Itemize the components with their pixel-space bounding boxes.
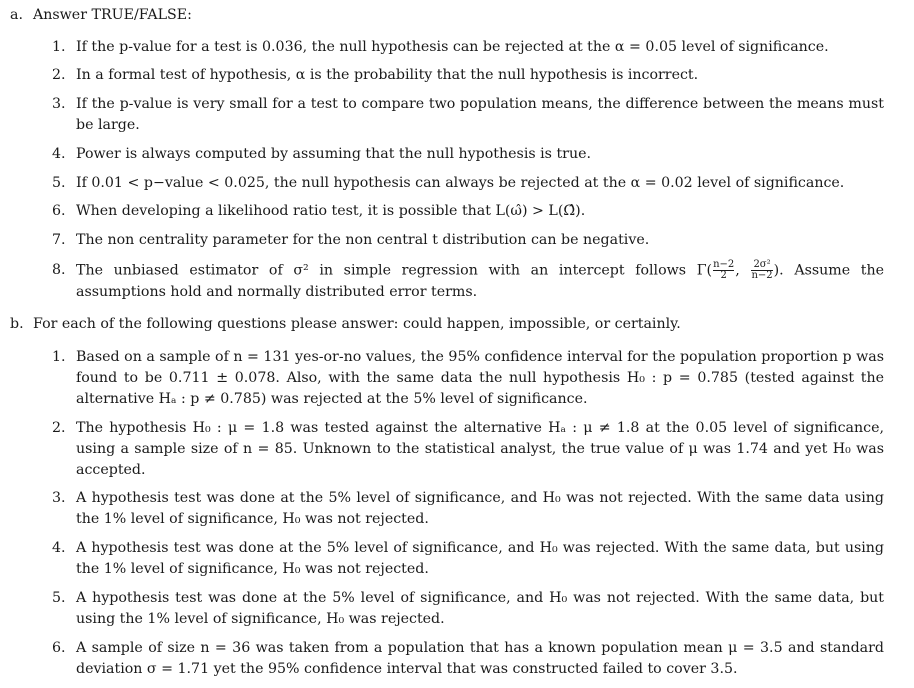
question-number: 3. (52, 96, 66, 112)
question-a3 (52, 94, 884, 136)
question-text (76, 260, 884, 303)
question-text: Based on a sample of n = 131 yes-or-no values, the 95% confidence interval for the population proportion p was found to be 0.711 ± 0.078. Also, with the same data the null hypothesis H₀ : p = 0.785 (tested against the alternative Hₐ : p ≠ 0.785) was rejected at the 5% level of significance. (76, 349, 884, 407)
question-number: 5. (52, 175, 66, 191)
question-a8 (52, 260, 884, 303)
text-before: The unbiased estimator of σ² in simple regression with an intercept follows Γ( (76, 262, 713, 279)
section-a-title: Answer TRUE/FALSE: (33, 7, 192, 23)
question-text: Power is always computed by assuming that the null hypothesis is true. (76, 146, 591, 162)
section-b-label: b. (10, 316, 24, 332)
question-text: A hypothesis test was done at the 5% level of significance, and H₀ was not rejected. With the same data, but using the 1% level of significance, H₀ was rejected. (76, 590, 884, 627)
question-text: The hypothesis H₀ : μ = 1.8 was tested against the alternative Hₐ : μ ≠ 1.8 at the 0.05 level of significance, using a sample size of n = 85. Unknown to the statistical analyst, the true value of μ was 1.74 and yet H₀ was accepted. (76, 420, 884, 478)
question-b4 (52, 538, 884, 580)
fraction-denominator: n−2 (751, 270, 773, 281)
text-after: ). Assume the assumptions hold and normally distributed error terms. (76, 262, 885, 300)
question-number: 4. (52, 146, 66, 162)
question-text: A sample of size n = 36 was taken from a population that has a known population mean μ = 3.5 and standard deviation σ = 1.71 yet the 95% confidence interval that was constructed failed to cover 3.5. (76, 640, 884, 677)
question-text: If the p-value for a test is 0.036, the null hypothesis can be rejected at the α = 0.05 level of significance. (76, 39, 829, 55)
question-b2 (52, 418, 884, 481)
section-b-heading (10, 314, 681, 335)
question-a6 (52, 201, 884, 222)
fraction-2 (751, 260, 772, 281)
question-number: 8. (52, 262, 66, 278)
question-number: 1. (52, 39, 66, 55)
question-text: A hypothesis test was done at the 5% level of significance, and H₀ was not rejected. With the same data using the 1% level of significance, H₀ was not rejected. (76, 490, 884, 527)
question-text: When developing a likelihood ratio test, it is possible that L(ω̂) > L(Ω̂). (76, 203, 586, 219)
question-text: If the p-value is very small for a test to compare two population means, the difference between the means must be large. (76, 96, 884, 133)
question-a1 (52, 37, 884, 58)
question-b5 (52, 588, 884, 630)
fraction-numerator: 2σ² (753, 259, 771, 270)
question-number: 4. (52, 540, 66, 556)
question-text: In a formal test of hypothesis, α is the probability that the null hypothesis is incorrect. (76, 67, 699, 83)
question-number: 1. (52, 349, 66, 365)
section-a-heading (10, 5, 192, 26)
section-a-label: a. (10, 7, 23, 23)
question-number: 6. (52, 640, 66, 656)
question-a7 (52, 230, 884, 251)
question-b6 (52, 638, 884, 680)
question-text: A hypothesis test was done at the 5% level of significance, and H₀ was rejected. With the same data, but using the 1% level of significance, H₀ was not rejected. (76, 540, 884, 577)
question-number: 7. (52, 232, 66, 248)
fraction-numerator: n−2 (713, 259, 735, 270)
question-text: If 0.01 < p−value < 0.025, the null hypothesis can always be rejected at the α = 0.02 level of significance. (76, 175, 845, 191)
question-a2 (52, 65, 884, 86)
question-a5 (52, 173, 884, 194)
question-a4 (52, 144, 884, 165)
question-number: 3. (52, 490, 66, 506)
fraction-separator: , (735, 262, 751, 279)
question-number: 2. (52, 67, 66, 83)
fraction-denominator: 2 (713, 270, 734, 281)
fraction-1 (713, 260, 734, 281)
question-text: The non centrality parameter for the non central t distribution can be negative. (76, 232, 650, 248)
question-b3 (52, 488, 884, 530)
question-number: 2. (52, 420, 66, 436)
question-number: 6. (52, 203, 66, 219)
question-number: 5. (52, 590, 66, 606)
section-b-title: For each of the following questions please answer: could happen, impossible, or certainly. (33, 316, 681, 332)
question-b1 (52, 347, 884, 410)
